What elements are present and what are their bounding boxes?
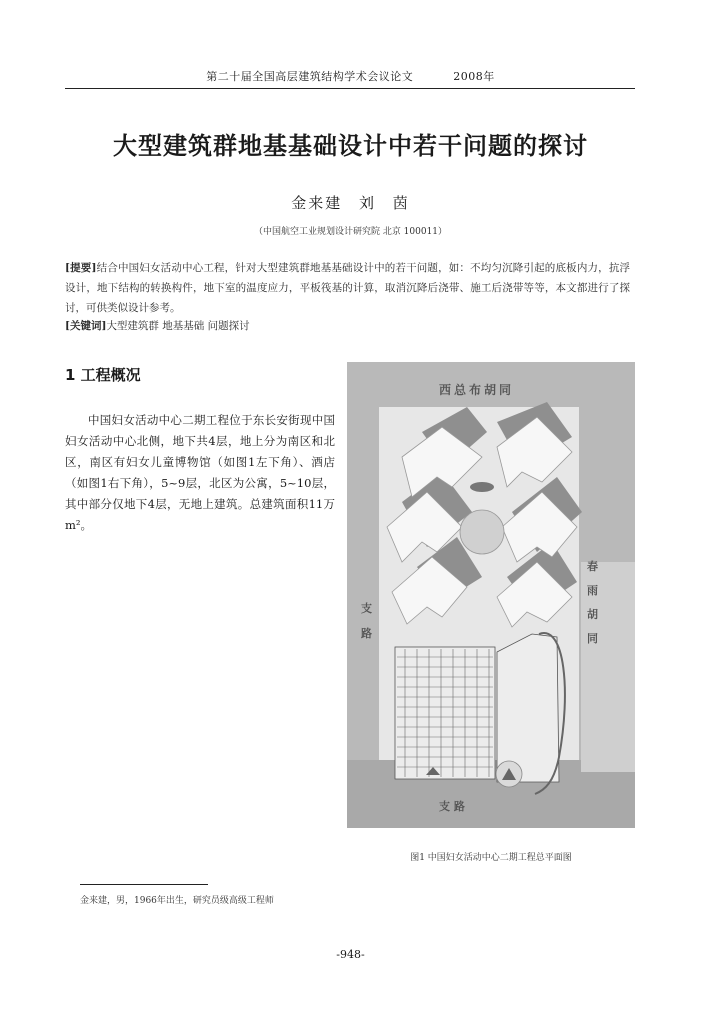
section-heading: 1 工程概况 (65, 366, 141, 384)
keywords-text: 大型建筑群 地基基础 问题探讨 (106, 320, 250, 332)
abstract-text: 结合中国妇女活动中心工程，针对大型建筑群地基基础设计中的若干问题，如：不均匀沉降引起的底板内力，抗浮设计，地下结构的转换构件，地下室的温度应力，平板筏基的计算，取消沉降后浇带、施工后浇带等等，本文都进行了探讨，可供类似设计参考。 (65, 262, 631, 314)
page-number: -948- (336, 948, 365, 961)
header-year: 2008年 (453, 70, 495, 83)
label-right-hu: 胡 (587, 608, 598, 621)
header-rule (65, 88, 635, 89)
section-paragraph: 中国妇女活动中心二期工程位于东长安街现中国妇女活动中心北侧，地下共4层，地上分为南区和北区，南区有妇女儿童博物馆（如图1左下角）、酒店（如图1右下角），5~9层，北区为公寓，5~10层，其中部分仅地下4层，无地上建筑。总建筑面积11万m²。 (65, 413, 335, 532)
site-plan-drawing (347, 362, 635, 828)
running-header (0, 68, 701, 84)
authors: 金来建 刘 茵 (291, 194, 410, 212)
abstract-label: [提要] (65, 262, 97, 274)
label-left-lu: 路 (361, 627, 372, 640)
label-left-zhi: 支 (361, 602, 372, 615)
hotel-building (497, 634, 559, 782)
label-right-yu: 雨 (587, 584, 598, 597)
site-plan-figure (347, 362, 635, 828)
footnote-rule (80, 884, 208, 885)
keywords (65, 318, 630, 334)
keywords-label: [关键词] (65, 320, 107, 332)
label-right-tong: 同 (587, 632, 598, 645)
central-plaza (460, 510, 504, 554)
plaza-pool (470, 482, 494, 492)
affiliation: （中国航空工业规划设计研究院 北京 100011） (253, 227, 448, 237)
label-right-chun: 春 (587, 560, 598, 573)
header-conference: 第二十届全国高层建筑结构学术会议论文 (206, 70, 414, 83)
abstract (65, 258, 630, 318)
figure-caption: 图1 中国妇女活动中心二期工程总平面图 (410, 853, 572, 863)
label-bottom-road: 支 路 (439, 800, 465, 813)
label-xizongbu: 西总布胡同 (439, 383, 515, 397)
paper-title: 大型建筑群地基基础设计中若干问题的探讨 (113, 132, 588, 160)
author-footnote: 金来建，男，1966年出生，研究员级高级工程师 (80, 896, 274, 906)
